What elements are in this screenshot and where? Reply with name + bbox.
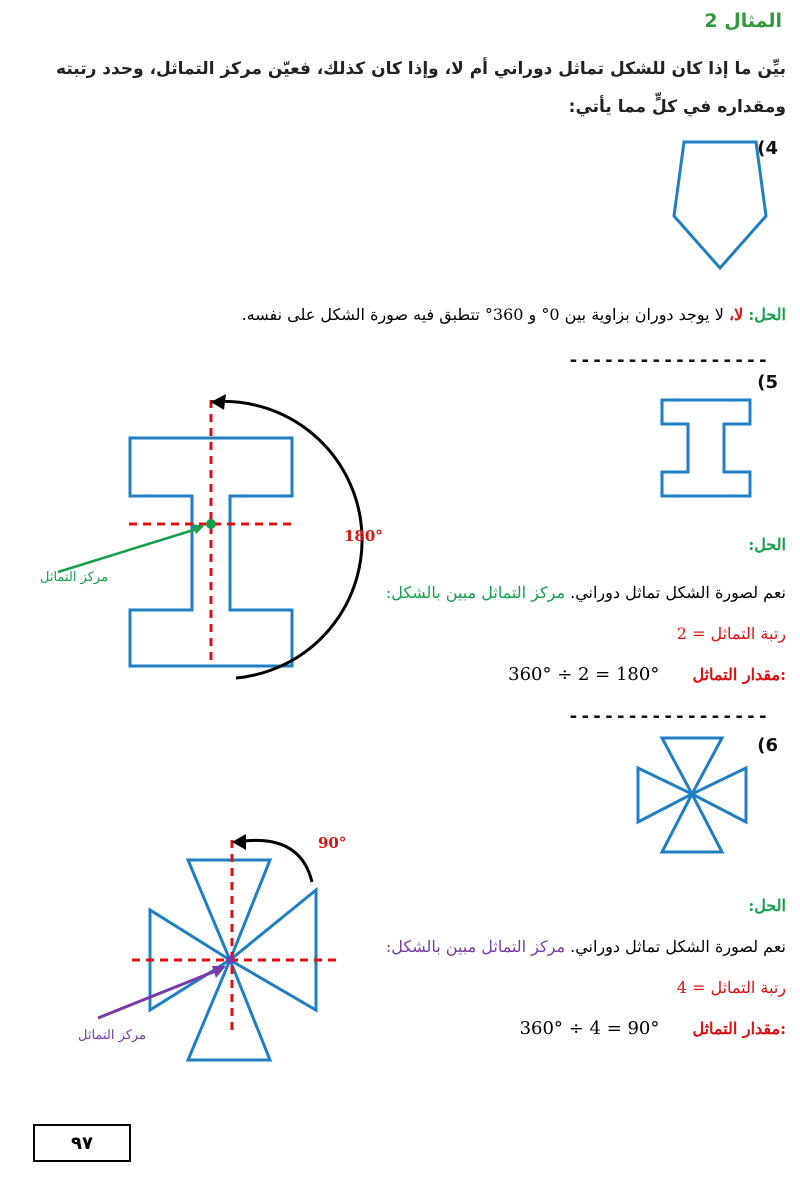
problem-6-solution-label: الحل:: [748, 896, 786, 915]
problem-6-order: [677, 978, 786, 997]
answer-no: لا،: [728, 305, 744, 324]
magnitude-label: مقدار التماثل:: [692, 1019, 786, 1038]
problem-5-magnitude: [508, 664, 786, 685]
example-heading: المثال 2: [704, 10, 782, 32]
solution-label: الحل:: [748, 305, 786, 324]
problem-5-order: [677, 624, 786, 643]
center-arrow-icon: [98, 970, 218, 1018]
problem-5-statement: [386, 583, 786, 602]
center-note: مركز التماثل مبين بالشكل:: [385, 583, 566, 602]
solution-text: لا يوجد دوران بزاوية بين 0° و 360° تتطبق فيه صورة الشكل على نفسه.: [241, 305, 724, 324]
magnitude-label: مقدار التماثل:: [692, 665, 786, 684]
page-number: ٩٧: [71, 1132, 93, 1154]
center-note: مركز التماثل مبين بالشكل:: [385, 937, 566, 956]
center-point: [226, 956, 234, 964]
problem-6-number: (6: [757, 735, 778, 756]
angle-180-label: 180°: [344, 527, 383, 545]
order-label: رتبة التماثل: [710, 624, 786, 643]
order-label: رتبة التماثل: [710, 978, 786, 997]
separator-1: -----------------: [568, 350, 770, 371]
i-beam-figure-small: [652, 372, 752, 512]
i-beam-figure-large: [0, 360, 400, 680]
center-arrow-icon: [58, 528, 200, 572]
problem-6-magnitude: [520, 1018, 786, 1039]
order-value: = 4: [676, 978, 706, 997]
problem-4-solution: [242, 305, 786, 324]
center-label-5: مركز التماثل: [40, 570, 109, 585]
problem-4-number: (4: [757, 138, 778, 159]
angle-90-label: 90°: [318, 834, 347, 852]
pentagon-figure: [670, 136, 770, 276]
center-label-6: مركز التماثل: [78, 1028, 147, 1043]
order-value: = 2: [676, 624, 706, 643]
problem-5-solution-label: الحل:: [748, 535, 786, 554]
page-number-box: [33, 1124, 131, 1162]
center-point: [206, 519, 216, 529]
problem-5-number: (5: [757, 372, 778, 393]
magnitude-equation: 360° ÷ 2 = 180°: [508, 664, 660, 685]
bowtie-figure-small: [632, 730, 752, 860]
statement-text: نعم لصورة الشكل تماثل دوراني.: [570, 583, 786, 602]
problem-6-statement: [386, 937, 786, 956]
magnitude-equation: 360° ÷ 4 = 90°: [519, 1018, 660, 1039]
problem-instructions: بيِّن ما إذا كان للشكل تماثل دوراني أم لا، وإذا كان كذلك، فعيّن مركز التماثل، وحدد رتبته ومقداره في كلٍّ مما يأتي:: [56, 59, 786, 117]
rotation-arrow-icon: [211, 401, 362, 678]
separator-2: -----------------: [568, 706, 770, 727]
statement-text: نعم لصورة الشكل تماثل دوراني.: [570, 937, 786, 956]
